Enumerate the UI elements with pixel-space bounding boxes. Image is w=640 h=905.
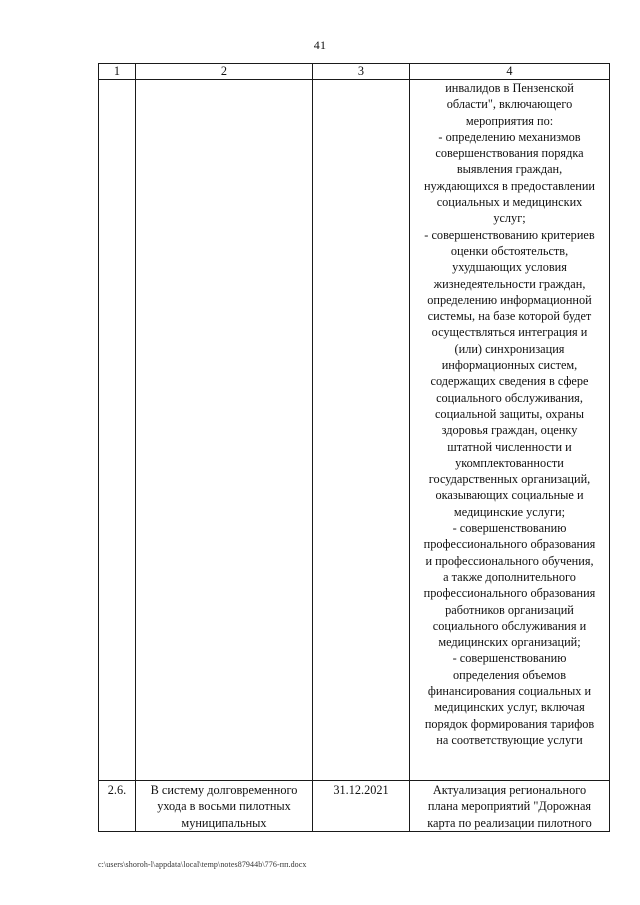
page-number: 41 — [313, 38, 327, 52]
text-line: Актуализация регионального — [432, 783, 587, 797]
text-line: финансирования социальных и — [427, 683, 592, 698]
text-line: социальной защиты, охраны — [434, 406, 585, 421]
text-line: нуждающихся в предоставлении — [423, 178, 596, 193]
text-line: осуществляться интеграция и — [431, 325, 588, 340]
text-line: социального обслуживания, — [436, 390, 583, 405]
text-line: муниципальных — [181, 815, 267, 830]
text-line: выявления граждан, — [456, 162, 563, 177]
cont-cell-number — [99, 80, 136, 781]
text-line: социального обслуживания и — [432, 618, 587, 633]
row-description-cell — [136, 781, 313, 832]
footer-file-path: c:\users\shoroh-l\appdata\local\temp\notes87944b\776-пп.docx — [98, 860, 307, 869]
text-line: здоровья граждан, оценку — [441, 423, 578, 438]
text-line: - совершенствованию — [452, 521, 567, 536]
text-line: содержащих сведения в сфере — [430, 374, 589, 389]
cont-cell-deadline — [313, 80, 410, 781]
text-line: ухудшающих условия — [452, 260, 567, 275]
row-number-cell: 2.6. — [99, 781, 136, 832]
text-line: области", включающего — [446, 97, 573, 112]
table-header-row — [99, 64, 610, 80]
header-cell-4: 4 — [410, 64, 610, 80]
text-line: - совершенствованию критериев — [424, 227, 595, 242]
text-line: и профессионального обучения, — [425, 553, 594, 568]
text-line: совершенствования порядка — [435, 146, 584, 161]
table-row-continuation — [99, 80, 610, 781]
text-line: жизнедеятельности граждан, — [433, 276, 586, 291]
text-line: плана мероприятий "Дорожная — [427, 799, 592, 814]
text-line: определения объемов — [452, 667, 567, 682]
text-line: определению информационной — [427, 292, 592, 307]
text-line: а также дополнительного — [443, 569, 576, 584]
header-cell-1: 1 — [99, 64, 136, 80]
text-line: профессионального образования — [423, 537, 596, 552]
row-deadline-cell: 31.12.2021 — [313, 781, 410, 832]
text-line: - совершенствованию — [452, 651, 567, 666]
text-line: - определению механизмов — [438, 129, 581, 144]
header-cell-3: 3 — [313, 64, 410, 80]
table-row-2-6 — [99, 781, 610, 832]
row-result-cell — [410, 781, 610, 832]
text-line: В систему долговременного — [150, 783, 298, 797]
text-line: системы, на базе которой будет — [427, 309, 592, 324]
text-line: укомплектованности — [455, 455, 564, 470]
text-line: штатной численности и — [447, 439, 572, 454]
text-line: работников организаций — [445, 602, 574, 617]
text-line: ухода в восьми пилотных — [157, 799, 291, 814]
cont-cell-result — [410, 80, 610, 781]
text-line: (или) синхронизация — [454, 341, 565, 356]
text-line: социальных и медицинских — [436, 195, 583, 210]
text-line: медицинские услуги; — [453, 504, 566, 519]
document-table — [98, 63, 610, 832]
cont-cell-description — [136, 80, 313, 781]
text-line: медицинских организаций; — [438, 635, 581, 650]
text-line: услуг; — [493, 211, 526, 226]
text-line: карта по реализации пилотного — [427, 815, 592, 830]
text-line: инвалидов в Пензенской — [445, 81, 574, 95]
text-line: государственных организаций, — [428, 472, 591, 487]
text-line: оказывающих социальные и — [435, 488, 584, 503]
text-line: профессионального образования — [423, 586, 596, 601]
text-line: мероприятия по: — [465, 113, 554, 128]
text-line: оценки обстоятельств, — [450, 243, 569, 258]
header-cell-2: 2 — [136, 64, 313, 80]
text-line: медицинских услуг, включая — [434, 700, 585, 715]
text-line: информационных систем, — [441, 358, 578, 373]
text-line: порядок формирования тарифов — [424, 716, 595, 731]
text-line: на соответствующие услуги — [436, 732, 583, 747]
